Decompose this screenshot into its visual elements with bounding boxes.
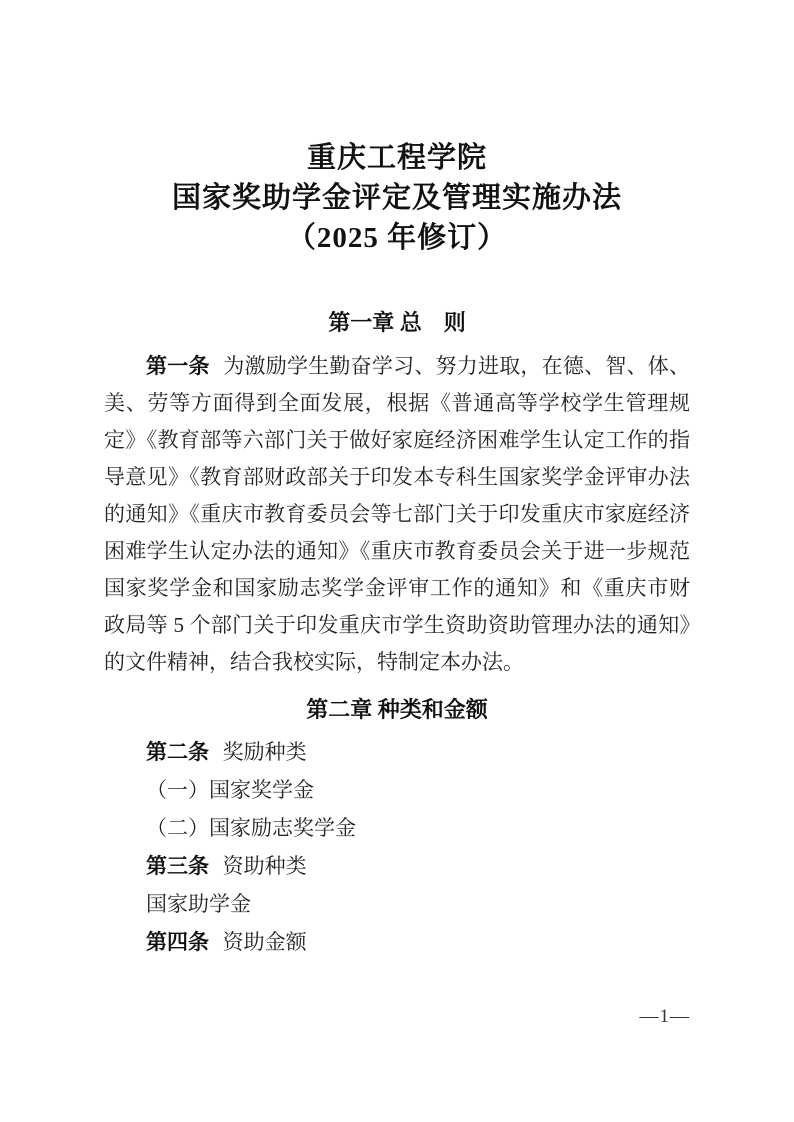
clause-item-3 (104, 885, 690, 923)
clause-item-2-text: （二）国家励志奖学金 (146, 816, 356, 840)
clause-article-4 (104, 923, 690, 961)
title-line-institution: 重庆工程学院 (306, 142, 487, 174)
clause-item-3-text: 国家助学金 (146, 892, 251, 916)
article-1-paragraph (104, 348, 690, 681)
title-line-revision: （2025 年修订） (286, 222, 508, 254)
clause-article-3 (104, 847, 690, 885)
chapter-2-heading: 第二章 种类和金额 (306, 697, 488, 722)
document-title-block (104, 138, 690, 258)
clause-article-2 (104, 733, 690, 771)
clause-article-4-text: 资助金额 (222, 930, 307, 954)
clause-article-3-label: 第三条 (146, 854, 209, 878)
clause-article-2-text: 奖励种类 (222, 740, 307, 764)
clause-item-1-text: （一）国家奖学金 (146, 778, 314, 802)
page-number: —1— (639, 1006, 690, 1027)
article-1-label: 第一条 (146, 354, 210, 378)
article-1-text: 为激励学生勤奋学习、努力进取，在德、智、体、美、劳等方面得到全面发展，根据《普通高等学校学生管理规定》《教育部等六部门关于做好家庭经济困难学生认定工作的指导意见》《教育部财政部关于印发本专科生国家奖学金评审办法的通知》《重庆市教育委员会等七部门关于印发重庆市家庭经济困难学生认定办法的通知》《重庆市教育委员会关于进一步规范国家奖学金和国家励志奖学金评审工作的通知》和《重庆市财政局等 5 个部门关于印发重庆市学生资助资助管理办法的通知》的文件精神，结合我校实际，特制定本办法。 (104, 354, 690, 674)
clause-article-3-text: 资助种类 (222, 854, 307, 878)
clause-article-4-label: 第四条 (146, 930, 209, 954)
chapter-1-heading: 第一章 总 则 (328, 310, 466, 335)
clause-article-2-label: 第二条 (146, 740, 209, 764)
clause-item-1 (104, 771, 690, 809)
title-line-document-name: 国家奖助学金评定及管理实施办法 (171, 182, 622, 214)
clause-item-2 (104, 809, 690, 847)
